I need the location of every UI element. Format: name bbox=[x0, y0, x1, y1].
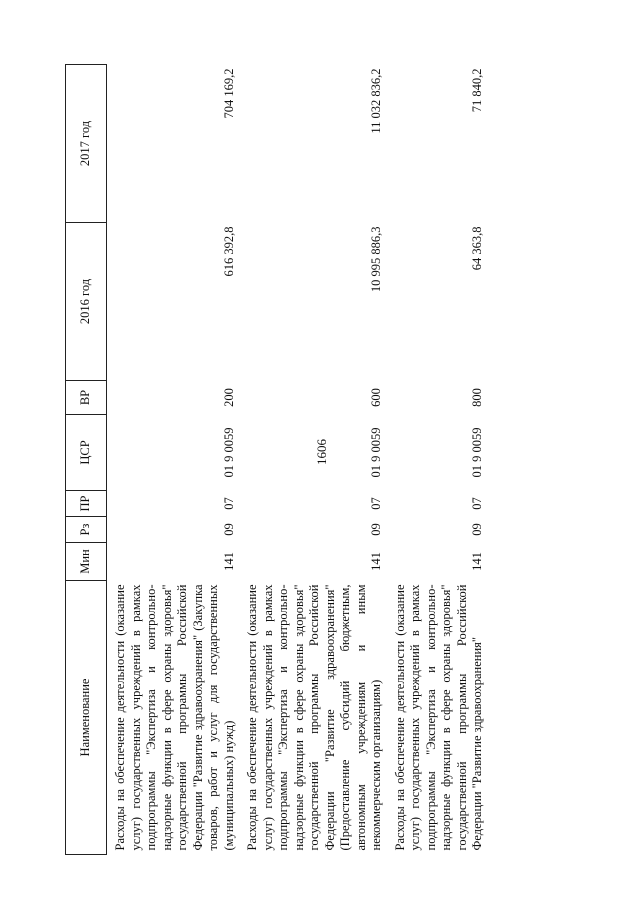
table-row bbox=[239, 65, 387, 855]
table-header bbox=[66, 65, 107, 855]
header-vr: ВР bbox=[66, 381, 107, 415]
row-name: Расходы на обеспечение деятельности (оказание услуг) государственных учреждений в рамках подпрограммы "Экспертиза и контрольно-надзорные функции в сфере охраны здоровья" государственной программы Российской Федерации "Развитие здравоохранения" (Закупка товаров, работ и услуг для государственных (муниципальных) нужд) bbox=[113, 584, 236, 851]
budget-table bbox=[65, 64, 488, 855]
row-vr: 800 bbox=[470, 388, 484, 407]
header-min: Мин bbox=[66, 543, 107, 581]
row-2016: 616 392,8 bbox=[221, 226, 236, 277]
row-2016: 10 995 886,3 bbox=[369, 226, 383, 293]
row-2016: 64 363,8 bbox=[470, 226, 484, 271]
row-2017: 11 032 836,2 bbox=[369, 68, 383, 134]
row-pr: 07 bbox=[369, 497, 383, 510]
row-pr: 07 bbox=[221, 497, 236, 510]
row-min: 141 bbox=[369, 552, 383, 571]
row-2017: 704 169,2 bbox=[221, 68, 236, 119]
row-csr: 01 9 0059 bbox=[221, 427, 236, 478]
row-vr: 200 bbox=[221, 388, 236, 407]
row-rz: 09 bbox=[221, 523, 236, 536]
row-name: Расходы на обеспечение деятельности (оказание услуг) государственных учреждений в рамках подпрограммы "Экспертиза и контрольно-надзорные функции в сфере охраны здоровья" государственной программы Российской Федерации "Развитие здравоохранения" (Предоставление субсидий бюджетным, автономным учреждениям и иным некоммерческим организациям) bbox=[245, 584, 383, 851]
row-rz: 09 bbox=[369, 523, 383, 536]
row-name: Расходы на обеспечение деятельности (оказание услуг) государственных учреждений в рамках подпрограммы "Экспертиза и контрольно-надзорные функции в сфере охраны здоровья" государственной программы Российской Федерации "Развитие здравоохранения" bbox=[392, 584, 484, 851]
page-number: 1606 bbox=[314, 439, 329, 465]
row-2017: 71 840,2 bbox=[470, 68, 484, 113]
header-csr: ЦСР bbox=[66, 415, 107, 491]
table-row bbox=[107, 65, 240, 855]
row-csr: 01 9 0059 bbox=[369, 427, 383, 478]
row-csr: 01 9 0059 bbox=[470, 427, 484, 478]
row-min: 141 bbox=[221, 552, 236, 571]
header-name: Наименование bbox=[66, 581, 107, 855]
row-min: 141 bbox=[470, 552, 484, 571]
rotated-page-content bbox=[65, 65, 600, 855]
row-vr: 600 bbox=[369, 388, 383, 407]
header-pr: ПР bbox=[66, 491, 107, 517]
table-body bbox=[107, 65, 488, 855]
row-rz: 09 bbox=[470, 523, 484, 536]
header-2016: 2016 год bbox=[66, 223, 107, 381]
table-row bbox=[387, 65, 488, 855]
header-row bbox=[66, 65, 107, 855]
header-2017: 2017 год bbox=[66, 65, 107, 223]
header-rz: Рз bbox=[66, 517, 107, 543]
row-pr: 07 bbox=[470, 497, 484, 510]
